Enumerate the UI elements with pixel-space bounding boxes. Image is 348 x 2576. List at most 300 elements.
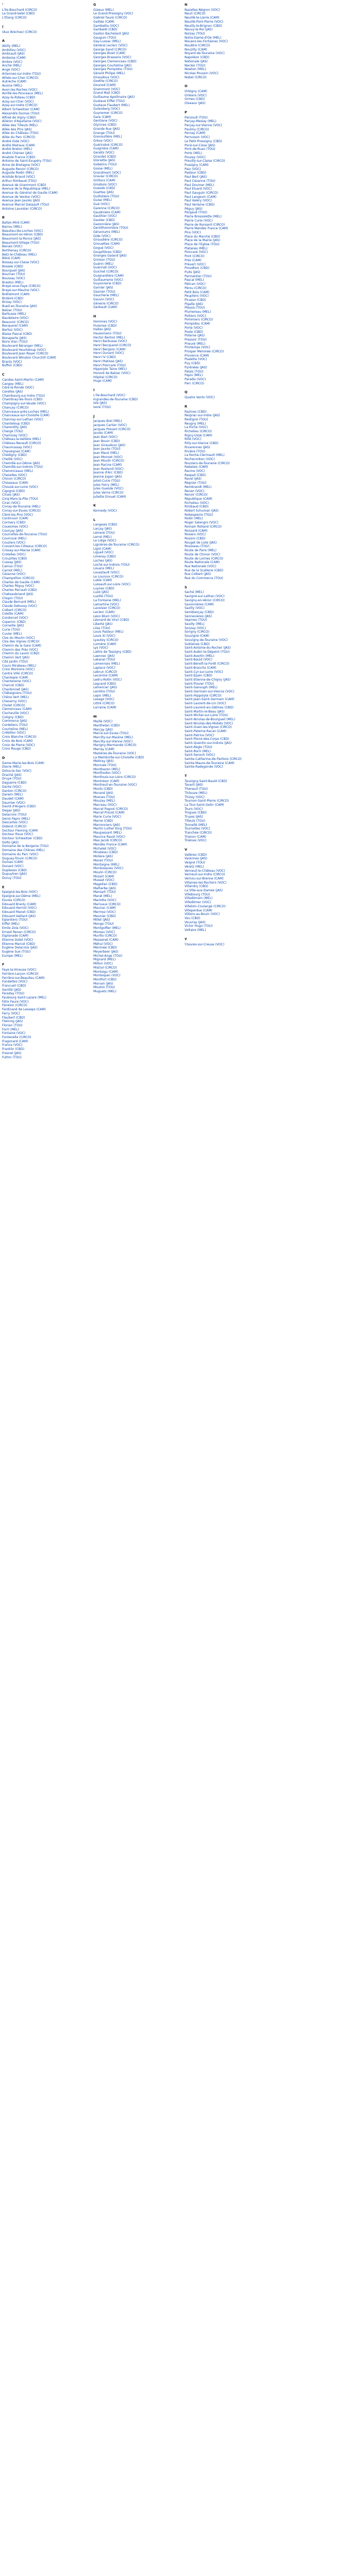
- index-entry-link[interactable]: Chançay (CIRCO): [2, 405, 29, 410]
- index-entry-link[interactable]: Chêne Vert (MEL): [2, 696, 29, 700]
- index-entry-link[interactable]: Rousseau (TOU): [185, 545, 210, 549]
- index-entry-link[interactable]: Colette (CAM): [2, 612, 24, 616]
- index-entry-link[interactable]: Charles Péguy (VOC): [2, 584, 35, 588]
- index-entry-link[interactable]: Cheillé (VOC): [2, 457, 23, 461]
- index-entry-link[interactable]: Angé (VOC): [2, 68, 20, 72]
- index-entry-link[interactable]: Pernay (CAM): [185, 131, 206, 135]
- index-entry-link[interactable]: Chédigny (CBD): [2, 453, 27, 457]
- index-entry-link[interactable]: Jean Racine (CAM): [93, 463, 122, 467]
- index-entry-link[interactable]: Reignac-sur-Indre (JAS): [185, 414, 220, 418]
- index-entry-link[interactable]: Eugène Delacroix (JAS): [2, 946, 38, 950]
- index-entry-link[interactable]: Martin Luther King (TOU): [93, 827, 132, 831]
- index-entry-link[interactable]: Gobelins (TOU): [93, 163, 117, 167]
- index-entry-link[interactable]: Villebourg (TOU): [185, 892, 210, 896]
- index-entry-link[interactable]: Pocé-sur-Cisse (JAS): [185, 143, 216, 147]
- index-entry-link[interactable]: Sonzay (VOC): [185, 626, 206, 630]
- index-entry-link[interactable]: Mouton (TOU): [93, 986, 115, 990]
- index-entry-link[interactable]: Quatre Vents (VOC): [185, 396, 215, 400]
- index-entry-link[interactable]: George Sand (CIRCO): [93, 47, 127, 52]
- index-entry-link[interactable]: Neuil (CIRCO): [185, 12, 206, 16]
- index-entry-link[interactable]: Avon-les-Roches (VOC): [2, 88, 38, 92]
- index-entry-link[interactable]: Hommes (VOC): [93, 319, 118, 324]
- index-entry-link[interactable]: Gérard Philipe (MEL): [93, 71, 125, 75]
- index-entry-link[interactable]: Marcé-sur-Esves (TOU): [93, 732, 129, 736]
- index-entry-link[interactable]: Pérou (CIRCO): [185, 286, 207, 290]
- index-entry-link[interactable]: Guillotière (TOU): [93, 194, 120, 198]
- index-entry-link[interactable]: Tournon-Saint-Pierre (CIRCO): [185, 799, 229, 803]
- index-entry-link[interactable]: Lublé (CAM): [93, 579, 112, 583]
- index-entry-link[interactable]: Jean Bart (VOC): [93, 435, 118, 439]
- index-entry-link[interactable]: Paul Doumer (MEL): [185, 183, 214, 187]
- index-entry-link[interactable]: La Riche (VOC): [185, 426, 208, 430]
- index-entry-link[interactable]: Trianon (CAM): [185, 835, 206, 839]
- index-entry-link[interactable]: Massenet (CAM): [93, 938, 119, 942]
- index-entry-link[interactable]: Pigalle (JAS): [185, 302, 203, 306]
- index-entry-link[interactable]: Meunier (CBD): [93, 914, 116, 918]
- index-entry-link[interactable]: Ligueil (VOC): [93, 551, 114, 555]
- index-entry-link[interactable]: Bridoré (CBD): [2, 296, 24, 300]
- index-entry-link[interactable]: Saint-Bauld (VOC): [185, 658, 212, 662]
- index-entry-link[interactable]: Savigné-sur-Lathan (VOC): [185, 595, 225, 599]
- index-entry-link[interactable]: Paul Éluard (VOC): [185, 187, 212, 191]
- index-entry-link[interactable]: Avoine (MEL): [2, 83, 23, 88]
- index-entry-link[interactable]: France (VOC): [2, 1043, 23, 1047]
- index-entry-link[interactable]: Nazelles-Négron (VOC): [185, 8, 220, 12]
- index-entry-link[interactable]: Croix Rouge (CBD): [2, 747, 31, 751]
- index-entry-link[interactable]: Marivaux (CIRCO): [93, 902, 121, 906]
- index-entry-link[interactable]: Rue Colbert (JAS): [185, 572, 211, 577]
- index-entry-link[interactable]: Rivarennes (JAS): [185, 445, 210, 449]
- index-entry-link[interactable]: Chouzé-sur-Loire (VOC): [2, 485, 38, 489]
- index-entry-link[interactable]: Dupuytren (JAS): [2, 872, 27, 876]
- index-entry-link[interactable]: Édouard Branly (CAM): [2, 902, 37, 906]
- index-entry-link[interactable]: Gustave Flaubert (MEL): [93, 103, 130, 107]
- index-entry-link[interactable]: Docteur Schweitzer (CBD): [2, 837, 43, 841]
- index-entry-link[interactable]: Garibaldi (CBD): [93, 28, 118, 32]
- index-entry-link[interactable]: Robespierre (TOU): [185, 513, 213, 517]
- index-entry-link[interactable]: Gounod (CAM): [93, 83, 116, 88]
- index-entry-link[interactable]: Chezelles (VOC): [2, 473, 27, 477]
- index-entry-link[interactable]: Poste (CBD): [185, 330, 203, 334]
- index-entry-link[interactable]: Foch (MEL): [2, 1027, 19, 1031]
- index-entry-link[interactable]: Francueil (CBD): [2, 984, 26, 988]
- index-entry-link[interactable]: Branly (VOC): [2, 360, 22, 364]
- index-entry-link[interactable]: Hector Berlioz (MEL): [93, 335, 125, 340]
- index-entry-link[interactable]: Alexandre Dumas (TOU): [2, 111, 40, 115]
- index-entry-link[interactable]: Lemercier (JAS): [93, 686, 118, 690]
- index-entry-link[interactable]: Domaine de la Bergerie (TOU): [2, 844, 49, 849]
- index-entry-link[interactable]: Guettes (JAS): [93, 191, 114, 195]
- index-entry-link[interactable]: Henri IV (CBD): [93, 355, 116, 360]
- index-entry-link[interactable]: Proudhon (CBD): [185, 266, 209, 270]
- index-entry-link[interactable]: Croix Blanche (CIRCO): [2, 735, 37, 739]
- index-entry-link[interactable]: Saint-Roch (MEL): [185, 749, 211, 753]
- index-entry-link[interactable]: Pyrénées (JAS): [185, 365, 207, 369]
- index-entry-link[interactable]: Prieuré (MEL): [185, 342, 206, 346]
- index-entry-link[interactable]: Chantepie (CAM): [2, 675, 28, 680]
- index-entry-link[interactable]: Nouzilly (CAM): [185, 47, 207, 52]
- index-entry-link[interactable]: Panzoult (TOU): [185, 115, 208, 120]
- index-entry-link[interactable]: Morand (JAS): [93, 791, 113, 795]
- index-entry-link[interactable]: Renan (VOC): [185, 489, 205, 493]
- index-entry-link[interactable]: Général Leclerc (VOC): [93, 44, 128, 48]
- index-entry-link[interactable]: Croix Montoire (VOC): [2, 668, 35, 672]
- index-entry-link[interactable]: Épeigné-sur-Dême (MEL): [2, 894, 41, 899]
- index-entry-link[interactable]: Route de Paris (MEL): [185, 549, 217, 553]
- index-entry-link[interactable]: Rabelais (CAM): [185, 465, 208, 469]
- index-entry-link[interactable]: Grange (TOU): [93, 131, 115, 135]
- index-entry-link[interactable]: Montaigne (MEL): [93, 862, 120, 867]
- index-entry-link[interactable]: Porte (VOC): [185, 326, 203, 330]
- index-entry-link[interactable]: Plumereau (MEL): [185, 310, 211, 314]
- index-entry-link[interactable]: Barbusse (MEL): [2, 312, 26, 316]
- index-entry-link[interactable]: Peupliers (VOC): [185, 294, 209, 298]
- index-entry-link[interactable]: Marronniers (JAS): [93, 823, 120, 827]
- index-entry-link[interactable]: Paul Langevin (CAM): [185, 195, 217, 199]
- index-entry-link[interactable]: Chargé (TOU): [2, 430, 23, 434]
- index-entry-link[interactable]: Notre-Dame-d'Oé (MEL): [185, 36, 222, 40]
- index-entry-link[interactable]: Truyes (JAS): [185, 815, 203, 819]
- index-entry-link[interactable]: Poitiers (VOC): [185, 314, 206, 318]
- index-entry-link[interactable]: Route Nationale (CAM): [185, 561, 220, 565]
- index-entry-link[interactable]: Ferry (VOC): [2, 1011, 20, 1015]
- index-entry-link[interactable]: Hippolyte Taine (MEL): [93, 367, 127, 371]
- index-entry-link[interactable]: Saint-Avertin (MEL): [185, 654, 214, 658]
- index-entry-link[interactable]: Ciran (VOC): [2, 501, 21, 505]
- index-entry-link[interactable]: Tonnellé (MEL): [185, 823, 207, 827]
- index-entry-link[interactable]: Georges Bizet (CAM): [93, 52, 125, 56]
- index-entry-link[interactable]: Noyant-de-Touraine (VOC): [185, 52, 225, 56]
- index-entry-link[interactable]: Cravant-les-Côteaux (CIRCO): [2, 545, 47, 549]
- index-entry-link[interactable]: Montgolfier (MEL): [93, 926, 121, 930]
- index-entry-link[interactable]: Gentilhommière (TOU): [93, 226, 128, 230]
- index-entry-link[interactable]: Gauguin (TOU): [93, 36, 117, 40]
- index-entry-link[interactable]: Chemin Vert (JAS): [2, 656, 30, 660]
- index-entry-link[interactable]: Verneuil-sur-Indre (CIRCO): [185, 873, 225, 877]
- index-entry-link[interactable]: Le Grand-Vatel (CBD): [2, 12, 35, 16]
- index-entry-link[interactable]: Orléans (VOC): [185, 93, 207, 97]
- index-entry-link[interactable]: Restigné (TOU): [185, 417, 208, 421]
- index-entry-link[interactable]: Palais (TOU): [185, 369, 204, 374]
- index-entry-link[interactable]: Lepic (MEL): [93, 693, 111, 698]
- index-entry-link[interactable]: Monge (TOU): [93, 922, 114, 926]
- index-entry-link[interactable]: Fulton (TOU): [2, 1055, 22, 1059]
- index-entry-link[interactable]: Dierre (MEL): [2, 765, 22, 769]
- index-entry-link[interactable]: Montbazon (MEL): [93, 767, 121, 771]
- index-entry-link[interactable]: Place de la Mairie (JAS): [185, 239, 221, 243]
- index-entry-link[interactable]: Méhul (VOC): [93, 942, 113, 946]
- index-entry-link[interactable]: Haussmann (TOU): [93, 331, 122, 335]
- index-entry-link[interactable]: Villaines-les-Rochers (VOC): [185, 880, 227, 885]
- index-entry-link[interactable]: Lattre de Tassigny (CBD): [93, 650, 132, 654]
- index-entry-link[interactable]: Ernest Renan (CIRCO): [2, 930, 36, 934]
- index-entry-link[interactable]: Courçay (JAS): [2, 529, 23, 533]
- index-entry-link[interactable]: Betz-le-Château (MEL): [2, 252, 37, 257]
- index-entry-link[interactable]: Rue de la Scellerie (CBD): [185, 568, 224, 572]
- index-entry-link[interactable]: Gautier (CBD): [93, 218, 115, 222]
- index-entry-link[interactable]: Prévert (VOC): [185, 262, 206, 266]
- index-entry-link[interactable]: Clocheville (VOC): [2, 711, 29, 715]
- index-entry-link[interactable]: Boulevard Béranger (MEL): [2, 344, 43, 348]
- index-entry-link[interactable]: Saint-Aubin-le-Dépeint (TOU): [185, 650, 230, 654]
- index-entry-link[interactable]: Genêts (VOC): [93, 151, 114, 155]
- index-entry-link[interactable]: Villeloin-Coulangé (CIRCO): [185, 904, 226, 908]
- index-entry-link[interactable]: Benais (VOC): [2, 245, 23, 249]
- index-entry-link[interactable]: Grand Mail (CBD): [93, 91, 121, 95]
- index-entry-link[interactable]: Nouâtre (CIRCO): [185, 44, 210, 48]
- index-entry-link[interactable]: Gaston Bachelard (JAS): [93, 31, 129, 36]
- index-entry-link[interactable]: Paul Bert (JAS): [185, 175, 207, 179]
- index-entry-link[interactable]: Gerbault (CAM): [93, 306, 118, 310]
- index-entry-link[interactable]: Parmentier (TOU): [185, 274, 212, 278]
- index-entry-link[interactable]: Nouans-les-Fontaines (VOC): [185, 40, 228, 44]
- index-entry-link[interactable]: Berthenay (CIRCO): [2, 249, 31, 253]
- index-entry-link[interactable]: Bossay-sur-Claise (VOC): [2, 261, 40, 265]
- index-entry-link[interactable]: Jeanne Jugan (JAS): [93, 475, 122, 479]
- index-entry-link[interactable]: Beauvoir (CIRCO): [2, 320, 29, 324]
- index-entry-link[interactable]: Parçay-Meslay (MEL): [185, 120, 217, 124]
- index-entry-link[interactable]: Duguay-Trouin (CIRCO): [2, 856, 38, 860]
- index-entry-link[interactable]: Marne (CBD): [93, 819, 113, 823]
- index-entry-link[interactable]: Chemin des Prés (VOC): [2, 648, 38, 652]
- index-entry-link[interactable]: Cholet (CIRCO): [2, 703, 25, 707]
- index-entry-link[interactable]: Bournan (TOU): [2, 273, 25, 277]
- index-entry-link[interactable]: Sennevières (JAS): [185, 614, 212, 618]
- index-entry-link[interactable]: Chemillé-sur-Dême (JAS): [2, 461, 40, 465]
- index-entry-link[interactable]: Buffon (CBD): [2, 364, 23, 368]
- index-entry-link[interactable]: Chanceaux-sur-Choisille (CAM): [2, 414, 50, 418]
- index-entry-link[interactable]: Chateaubriand (JAS): [2, 592, 34, 596]
- index-entry-link[interactable]: Saint-Paterne-Racan (CAM): [185, 730, 227, 734]
- index-entry-link[interactable]: Marcilly-sur-Vienne (VOC): [93, 739, 133, 743]
- index-entry-link[interactable]: Printemps (VOC): [185, 346, 210, 350]
- index-entry-link[interactable]: Giraudoux (VOC): [93, 75, 120, 79]
- index-entry-link[interactable]: Diderot (CIRCO): [2, 824, 27, 828]
- index-entry-link[interactable]: Pierre Mendès France (CAM): [185, 227, 228, 231]
- index-entry-link[interactable]: Lyautey (CIRCO): [93, 638, 119, 642]
- index-entry-link[interactable]: Paradis (VOC): [185, 377, 206, 381]
- index-entry-link[interactable]: Saint-Laurent-en-Gâtines (CBD): [185, 705, 234, 709]
- index-entry-link[interactable]: Cité Jardin (TOU): [2, 659, 28, 664]
- index-entry-link[interactable]: Giraudière (CIRCO): [93, 238, 123, 242]
- index-entry-link[interactable]: Psalette (VOC): [185, 358, 207, 362]
- index-entry-link[interactable]: Faye-la-Vineuse (VOC): [2, 968, 37, 972]
- index-entry-link[interactable]: Chanteloup (CBD): [2, 421, 30, 426]
- index-entry-link[interactable]: Nobel (CIRCO): [185, 75, 207, 79]
- index-entry-link[interactable]: Mouzay (MEL): [93, 799, 115, 803]
- index-entry-link[interactable]: Croix de Pierre (VOC): [2, 743, 35, 747]
- index-entry-link[interactable]: Necker (TOU): [185, 63, 206, 67]
- index-entry-link[interactable]: Rosiers (VOC): [185, 533, 206, 537]
- index-entry-link[interactable]: Cours Mirabeau (MEL): [2, 664, 37, 668]
- index-entry-link[interactable]: Guichet (CIRCO): [93, 270, 119, 274]
- index-entry-link[interactable]: Chambray-lès-Tours (CBD): [2, 398, 43, 402]
- index-entry-link[interactable]: Étienne Dolet (VOC): [2, 938, 34, 942]
- index-entry-link[interactable]: Aristide Briand (VOC): [2, 175, 35, 179]
- index-entry-link[interactable]: Papin (MEL): [185, 374, 203, 378]
- index-entry-link[interactable]: Murillo (CIRCO): [93, 934, 117, 938]
- index-entry-link[interactable]: Beaumont-en-Véron (CBD): [2, 233, 43, 237]
- index-entry-link[interactable]: Cerelles (JAS): [2, 389, 23, 394]
- index-entry-link[interactable]: Troènes (VOC): [185, 839, 207, 843]
- index-entry-link[interactable]: Galilée (CAM): [93, 20, 114, 24]
- index-entry-link[interactable]: Becquerel (CAM): [2, 324, 28, 328]
- index-entry-link[interactable]: Fontenelle (CIRCO): [2, 1036, 31, 1040]
- index-entry-link[interactable]: Lumière (CAM): [93, 642, 117, 646]
- index-entry-link[interactable]: Racine (VOC): [185, 469, 205, 473]
- index-entry-link[interactable]: Cézanne (VOC): [2, 572, 26, 577]
- index-entry-link[interactable]: Henri Becquerel (CIRCO): [93, 344, 131, 348]
- index-entry-link[interactable]: Clos du Moulin (VOC): [2, 636, 35, 640]
- index-entry-link[interactable]: Saint-Michel-sur-Loire (TOU): [185, 714, 228, 718]
- index-entry-link[interactable]: Gutenberg (VOC): [93, 107, 120, 111]
- index-entry-link[interactable]: Corneille (JAS): [2, 624, 24, 628]
- index-entry-link[interactable]: Pélican (VOC): [185, 282, 206, 286]
- index-entry-link[interactable]: Plessis (TOU): [185, 306, 205, 310]
- index-entry-link[interactable]: Antoine de Saint-Exupéry (TOU): [2, 159, 52, 163]
- index-entry-link[interactable]: Gare (CAM): [93, 115, 111, 119]
- index-entry-link[interactable]: (Aux Brèches) (CIRCO): [2, 30, 37, 34]
- index-entry-link[interactable]: Cinq-Mars-la-Pile (TOU): [2, 497, 38, 501]
- index-entry-link[interactable]: Mermoz (VOC): [93, 910, 116, 914]
- index-entry-link[interactable]: Henri Barbusse (VOC): [93, 340, 127, 344]
- index-entry-link[interactable]: Luzillé (TOU): [93, 595, 113, 599]
- index-entry-link[interactable]: Dame-Marie-les-Bois (CAM): [2, 761, 44, 765]
- index-entry-link[interactable]: Dante (VOC): [2, 785, 22, 789]
- index-entry-link[interactable]: Garenne (CIRCO): [93, 206, 120, 210]
- index-entry-link[interactable]: Milton (VOC): [93, 962, 113, 966]
- index-entry-link[interactable]: Langeais (CBD): [93, 523, 118, 527]
- index-entry-link[interactable]: Blaise Pascal (CBD): [2, 332, 32, 336]
- index-entry-link[interactable]: Guignardière (CAM): [93, 274, 124, 278]
- index-entry-link[interactable]: Avenue de Verdun (VOC): [2, 195, 41, 199]
- index-entry-link[interactable]: Lamennais (MEL): [93, 662, 120, 666]
- index-entry-link[interactable]: Rue Nationale (VOC): [185, 564, 217, 568]
- index-entry-link[interactable]: Sorigny (CIRCO): [185, 630, 210, 634]
- index-entry-link[interactable]: Grillons (CAM): [93, 178, 115, 182]
- index-entry-link[interactable]: Azay-sur-Cher (VOC): [2, 99, 34, 104]
- index-entry-link[interactable]: Verneuil-le-Château (VOC): [185, 869, 225, 873]
- index-entry-link[interactable]: Pergaud (TOU): [185, 211, 207, 215]
- index-entry-link[interactable]: Saint-Martin-le-Beau (JAS): [185, 709, 225, 714]
- index-entry-link[interactable]: Gentiane (VOC): [93, 119, 118, 123]
- index-entry-link[interactable]: Morvan (JAS): [93, 981, 113, 986]
- index-entry-link[interactable]: Chantereine (VOC): [2, 680, 31, 684]
- index-entry-link[interactable]: Gay-Lussac (MEL): [93, 40, 121, 44]
- index-entry-link[interactable]: Saint-Épain (CBD): [185, 674, 212, 678]
- index-entry-link[interactable]: Boussay (VOC): [2, 277, 25, 280]
- index-entry-link[interactable]: Paul Gauguin (CIRCO): [185, 191, 218, 195]
- index-entry-link[interactable]: Daguerre (CBD): [2, 781, 27, 785]
- index-entry-link[interactable]: Parc (CIRCO): [185, 381, 204, 385]
- index-entry-link[interactable]: Artannes-sur-Indre (TOU): [2, 72, 41, 76]
- index-entry-link[interactable]: Fresnel (JAS): [2, 1051, 22, 1055]
- index-entry-link[interactable]: République (CAM): [185, 497, 212, 501]
- index-entry-link[interactable]: Laennec (JAS): [93, 654, 115, 658]
- index-entry-link[interactable]: Jeanne d'Arc (CBD): [93, 471, 123, 475]
- index-entry-link[interactable]: Sepmes (TOU): [185, 618, 207, 622]
- index-entry-link[interactable]: Gustave Eiffel (TOU): [93, 99, 125, 103]
- index-entry-link[interactable]: Cuvier (MEL): [2, 632, 22, 636]
- index-entry-link[interactable]: Camus (TOU): [2, 564, 23, 568]
- index-entry-link[interactable]: Hôpital (CIRCO): [93, 375, 118, 379]
- index-entry-link[interactable]: Varennes (JAS): [185, 857, 207, 861]
- index-entry-link[interactable]: Larçay (JAS): [93, 527, 112, 531]
- index-entry-link[interactable]: Kennedy (VOC): [93, 509, 117, 513]
- index-entry-link[interactable]: Saint-Pierre-des-Corps (CBD): [185, 737, 229, 741]
- index-entry-link[interactable]: Abilly (MEL): [2, 44, 21, 48]
- index-entry-link[interactable]: Domaine du Parc (VOC): [2, 852, 39, 856]
- index-entry-link[interactable]: Cordeliers (TOU): [2, 723, 28, 727]
- index-entry-link[interactable]: Monthodon (VOC): [93, 771, 121, 775]
- index-entry-link[interactable]: Chenonceaux (MEL): [2, 469, 33, 473]
- index-entry-link[interactable]: Boulevard Winston Churchill (CAM): [2, 356, 56, 360]
- index-entry-link[interactable]: Léonard de Vinci (CBD): [93, 618, 129, 622]
- index-entry-link[interactable]: Nationale (JAS): [185, 59, 208, 63]
- index-entry-link[interactable]: Saché (MEL): [185, 590, 204, 595]
- index-entry-link[interactable]: Lakanal (TOU): [93, 658, 115, 662]
- index-entry-link[interactable]: Bréhémont (CAM): [2, 292, 30, 296]
- index-entry-link[interactable]: Flaubert (CBD): [2, 1015, 25, 1020]
- index-entry-link[interactable]: Rembrandt (MEL): [185, 485, 212, 489]
- index-entry-link[interactable]: Esvres (CIRCO): [2, 898, 25, 902]
- index-entry-link[interactable]: Pierre de Ronsard (CIRCO): [185, 223, 225, 227]
- index-entry-link[interactable]: Groison (TOU): [93, 258, 115, 262]
- index-entry-link[interactable]: Jacques Brel (MEL): [93, 419, 122, 423]
- index-entry-link[interactable]: Rillé (VOC): [185, 437, 202, 442]
- index-entry-link[interactable]: André Chénier (JAS): [2, 151, 33, 155]
- index-entry-link[interactable]: Loches (JAS): [93, 558, 112, 563]
- index-entry-link[interactable]: Athée-sur-Cher (CIRCO): [2, 76, 39, 80]
- index-entry-link[interactable]: Sainte-Maure-de-Touraine (CAM): [185, 761, 235, 765]
- index-entry-link[interactable]: Charentilly (JAS): [2, 426, 27, 430]
- index-entry-link[interactable]: Roger Salengro (VOC): [185, 521, 219, 525]
- index-entry-link[interactable]: Guynemer (CIRCO): [93, 111, 123, 115]
- index-entry-link[interactable]: Cormery (CBD): [2, 521, 26, 525]
- index-entry-link[interactable]: Villedômer (VOC): [185, 901, 211, 905]
- index-entry-link[interactable]: Marray (CAM): [93, 748, 114, 752]
- index-entry-link[interactable]: Azay-sur-Indre (CIRCO): [2, 104, 38, 108]
- index-entry-link[interactable]: Champigny-sur-Veude (VOC): [2, 402, 46, 406]
- index-entry-link[interactable]: Antoine Lavoisier (CIRCO): [2, 207, 42, 211]
- index-entry-link[interactable]: Albert Schweitzer (CAM): [2, 108, 40, 112]
- index-entry-link[interactable]: Rouget de Lisle (JAS): [185, 540, 217, 545]
- index-entry-link[interactable]: La Tour-Saint-Gelin (CAM): [185, 803, 224, 807]
- index-entry-link[interactable]: Émile Zola (VOC): [2, 926, 29, 930]
- index-entry-link[interactable]: Newton (MEL): [185, 67, 206, 72]
- index-entry-link[interactable]: Jean Jaurès (TOU): [93, 447, 121, 451]
- index-entry-link[interactable]: André Breton (MEL): [2, 147, 32, 151]
- index-entry-link[interactable]: Beaulieu-lès-Loches (VOC): [2, 229, 43, 233]
- index-entry-link[interactable]: Thilouze (MEL): [185, 791, 208, 795]
- index-entry-link[interactable]: Thizay (VOC): [185, 795, 205, 799]
- index-entry-link[interactable]: Saint-Nicolas-des-Motets (VOC): [185, 721, 233, 725]
- index-entry-link[interactable]: Goupillières (CBD): [93, 250, 122, 254]
- index-entry-link[interactable]: Maupassant (MEL): [93, 831, 122, 835]
- index-entry-link[interactable]: Jules Verne (CIRCO): [93, 490, 124, 495]
- index-entry-link[interactable]: Clemenceau (CAM): [2, 707, 32, 711]
- index-entry-link[interactable]: Granges Galand (JAS): [93, 254, 127, 258]
- index-entry-link[interactable]: Montespan (VOC): [93, 974, 121, 978]
- index-entry-link[interactable]: Seuilly (MEL): [185, 622, 205, 626]
- index-entry-link[interactable]: Rue du Commerce (TOU): [185, 577, 223, 581]
- index-entry-link[interactable]: Lignières-de-Touraine (CIRCO): [93, 543, 140, 547]
- index-entry-link[interactable]: Courcoué (MEL): [2, 537, 27, 540]
- index-entry-link[interactable]: Michelet (VOC): [93, 846, 117, 851]
- index-entry-link[interactable]: Sainte-Radegonde (VOC): [185, 765, 223, 769]
- index-entry-link[interactable]: Saint-Règle (TOU): [185, 745, 212, 749]
- index-entry-link[interactable]: Tours (VOC): [185, 807, 203, 811]
